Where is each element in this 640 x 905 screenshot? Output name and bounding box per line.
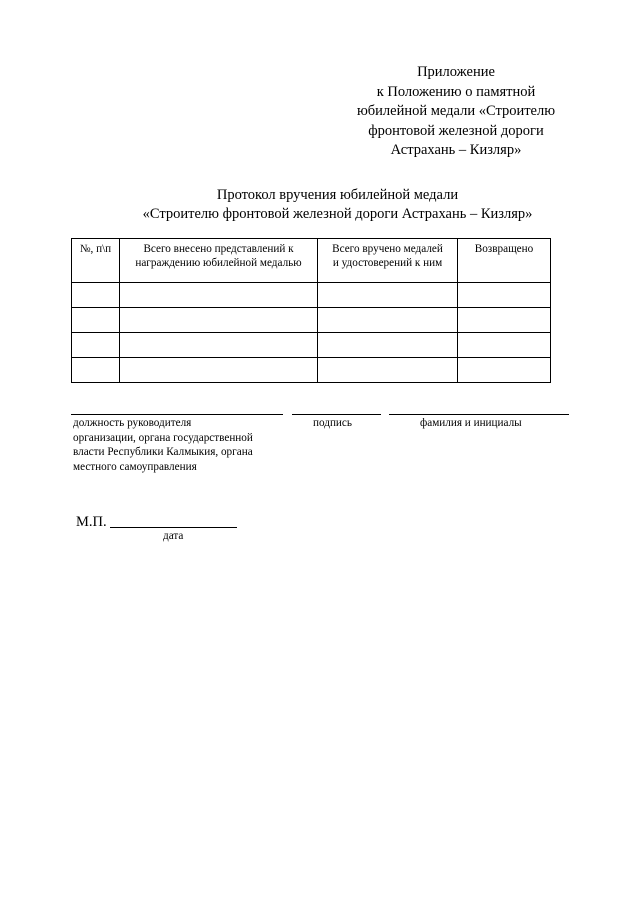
table-cell	[120, 283, 318, 308]
table-row	[72, 333, 551, 358]
table-cell	[120, 333, 318, 358]
table-cell	[318, 358, 458, 383]
position-label	[73, 416, 253, 474]
header-line: №, п\п	[79, 243, 112, 255]
table-cell	[458, 358, 551, 383]
header-awarded	[318, 239, 458, 283]
header-line: Всего вручено медалей	[332, 243, 443, 255]
table-cell	[458, 308, 551, 333]
table-row	[72, 358, 551, 383]
header-submissions	[120, 239, 318, 283]
table-cell	[72, 333, 120, 358]
appendix-header	[330, 63, 582, 161]
header-line: Возвращено	[474, 243, 534, 255]
header-line: и удостоверений к ним	[332, 257, 443, 269]
table-cell	[318, 308, 458, 333]
signature-label: подпись	[313, 417, 352, 429]
appendix-line: фронтовой железной дороги	[368, 122, 544, 139]
appendix-line: к Положению о памятной	[376, 83, 536, 100]
position-label-line: местного самоуправления	[73, 460, 197, 473]
header-line: Всего внесено представлений к	[143, 243, 294, 255]
header-returned	[458, 239, 551, 283]
table-cell	[120, 308, 318, 333]
table-cell	[318, 283, 458, 308]
table-cell	[318, 333, 458, 358]
table-cell	[72, 308, 120, 333]
appendix-line: Астрахань – Кизляр»	[390, 142, 522, 158]
table-row	[72, 283, 551, 308]
table-cell	[72, 283, 120, 308]
stamp-label: М.П.	[76, 514, 107, 530]
date-label: дата	[163, 530, 184, 542]
date-line	[110, 527, 237, 528]
position-label-line: власти Республики Калмыкия, органа	[73, 446, 253, 458]
appendix-line: юбилейной медали «Строителю	[356, 103, 556, 119]
position-label-line: должность руководителя	[73, 417, 192, 429]
name-signature-line	[389, 414, 569, 415]
table-row	[72, 308, 551, 333]
table-cell	[458, 283, 551, 308]
award-table	[71, 238, 551, 383]
header-number	[72, 239, 120, 283]
name-label: фамилия и инициалы	[420, 417, 522, 429]
table-cell	[120, 358, 318, 383]
signature-line	[292, 414, 381, 415]
header-line: награждению юбилейной медалью	[135, 257, 302, 269]
table-cell	[72, 358, 120, 383]
appendix-line: Приложение	[417, 64, 495, 80]
table-cell	[458, 333, 551, 358]
table-header-row	[72, 239, 551, 283]
protocol-title-line: «Строителю фронтовой железной дороги Астрахань – Кизляр»	[142, 206, 533, 222]
protocol-title-line: Протокол вручения юбилейной медали	[216, 187, 459, 203]
protocol-title	[60, 186, 615, 224]
position-label-line: организации, органа государственной	[73, 431, 253, 444]
position-signature-line	[71, 414, 283, 415]
